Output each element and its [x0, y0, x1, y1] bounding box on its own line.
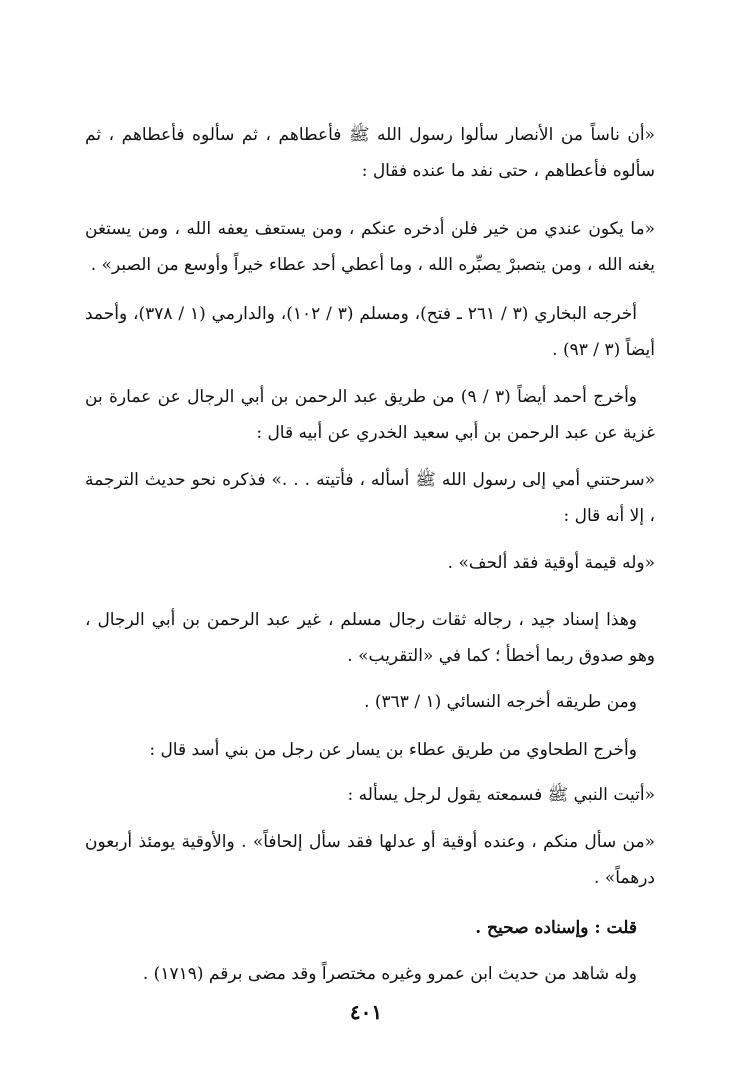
paragraph-2: «ما يكون عندي من خير فلن أدخره عنكم ، ومن يستعف يعفه الله ، ومن يستغن يغنه الله ، ومن يتصبرْ يصبِّره الله ، وما أعطي أحد عطاء خيراً وأوسع من الصبر» . [85, 219, 655, 275]
paragraph-5: «سرحتني أمي إلى رسول الله ﷺ أسأله ، فأتيته . . .» فذكره نحو حديث الترجمة ، إلا أنه قال : [85, 470, 655, 526]
page-body [85, 100, 655, 1040]
paragraph-7: وهذا إسناد جيد ، رجاله ثقات رجال مسلم ، غير عبد الرحمن بن أبي الرجال ، وهو صدوق ربما أخطأ ؛ كما في «التقريب» . [85, 610, 655, 666]
paragraph-11: «من سأل منكم ، وعنده أوقية أو عدلها فقد سأل إلحافاً» . والأوقية يومئذ أربعون درهماً» . [85, 832, 655, 888]
paragraph-13: وله شاهد من حديث ابن عمرو وغيره مختصراً وقد مضى برقم (١٧١٩) . [142, 964, 637, 984]
paragraph-4: وأخرج أحمد أيضاً (٣ / ٩) من طريق عبد الرحمن بن أبي الرجال عن عمارة بن غزية عن عبد الرحمن بن أبي سعيد الخدري عن أبيه قال : [85, 387, 655, 443]
paragraph-12: قلت : وإسناده صحيح . [475, 918, 637, 938]
paragraph-3: أخرجه البخاري (٣ / ٢٦١ ـ فتح)، ومسلم (٣ / ١٠٢)، والدارمي (١ / ٣٧٨)، وأحمد أيضاً (٣ / ٩٣) . [85, 304, 655, 360]
paragraph-1: «أن ناساً من الأنصار سألوا رسول الله ﷺ فأعطاهم ، ثم سألوه فأعطاهم ، ثم سألوه فأعطاهم ، حتى نفد ما عنده فقال : [85, 125, 655, 181]
page-number: ٤٠١ [349, 1000, 383, 1024]
paragraph-10: «أتيت النبي ﷺ فسمعته يقول لرجل يسأله : [347, 785, 655, 805]
paragraph-8: ومن طريقه أخرجه النسائي (١ / ٣٦٣) . [364, 692, 637, 712]
paragraph-9: وأخرج الطحاوي من طريق عطاء بن يسار عن رجل من بني أسد قال : [149, 740, 637, 760]
paragraph-6: «وله قيمة أوقية فقد ألحف» . [447, 553, 655, 573]
